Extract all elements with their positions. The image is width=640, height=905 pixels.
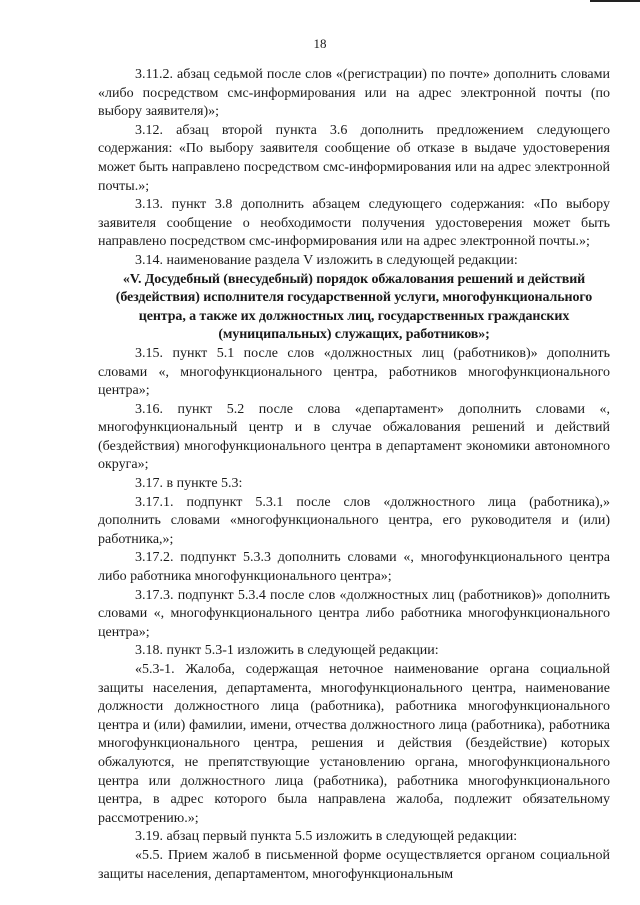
paragraph-3-16: 3.16. пункт 5.2 после слова «департамент» дополнить словами «, многофункциональный центр и в случае обжалования решений и действий (бездействия) многофункционального центра в департамент экономики автономного округа»; [98,401,610,473]
paragraph-3-17: 3.17. в пункте 5.3: [135,476,243,492]
paragraph-3-11-2: 3.11.2. абзац седьмой после слов «(регистрации) по почте» дополнить словами «либо посредством смс-информирования или на адрес электронной почты (по выбору заявителя)»; [98,67,610,120]
paragraph-3-18: 3.18. пункт 5.3-1 изложить в следующей редакции: [135,643,439,659]
paragraph-3-14: 3.14. наименование раздела V изложить в следующей редакции: [135,252,518,268]
paragraph-5-3-1-text: «5.3-1. Жалоба, содержащая неточное наименование органа социальной защиты населения, департамента, многофункционального центра, наименование должности должностного лица (работника), работника многофункционального центра и (или) фамилии, имени, отчества должностного лица (работника), работника многофункционального центра, решения и действия (бездействие) которых обжалуются, не препятствующие установлению органа, многофункционального центра или должностного лица (работника), работника многофункционального центра, в адрес которого была направлена жалоба, подлежит обязательному рассмотрению.»; [98,662,610,826]
paragraph-3-15: 3.15. пункт 5.1 после слов «должностных лиц (работников)» дополнить словами «, многофункционального центра, работников многофункционального центра»; [98,345,610,399]
section-v-heading: «V. Досудебный (внесудебный) порядок обжалования решений и действий (бездействия) исполнителя государственной услуги, многофункционального центра, а также их должностных лиц, государственных гражданских (муниципальных) служащих, работников»; [115,271,593,343]
scan-edge-mark [590,0,640,2]
paragraph-3-17-3: 3.17.3. подпункт 5.3.4 после слов «должностных лиц (работников)» дополнить словами «, многофункционального центра либо работника многофункционального центра»; [98,587,610,640]
paragraph-3-19: 3.19. абзац первый пункта 5.5 изложить в следующей редакции: [135,829,518,845]
paragraph-3-12: 3.12. абзац второй пункта 3.6 дополнить предложением следующего содержания: «По выбору заявителя сообщение об отказе в выдаче удостоверения может быть направлено посредством смс-информирования или на адрес электронной почты.»; [98,122,610,194]
page-number: 18 [313,36,327,51]
paragraph-3-17-2: 3.17.2. подпункт 5.3.3 дополнить словами «, многофункционального центра либо работника многофункционального центра»; [98,550,610,585]
paragraph-3-17-1: 3.17.1. подпункт 5.3.1 после слов «должностного лица (работника),» дополнить словами «многофункционального центра, его руководителя и (или) работника,»; [98,494,610,547]
paragraph-3-13: 3.13. пункт 3.8 дополнить абзацем следующего содержания: «По выбору заявителя сообщение о необходимости получения удостоверения может быть направлено посредством смс-информирования или на адрес электронной почты.»; [98,197,610,250]
document-body [98,66,610,884]
paragraph-5-5-text: «5.5. Прием жалоб в письменной форме осуществляется органом социальной защиты населения, департаментом, многофункциональным [98,847,610,882]
